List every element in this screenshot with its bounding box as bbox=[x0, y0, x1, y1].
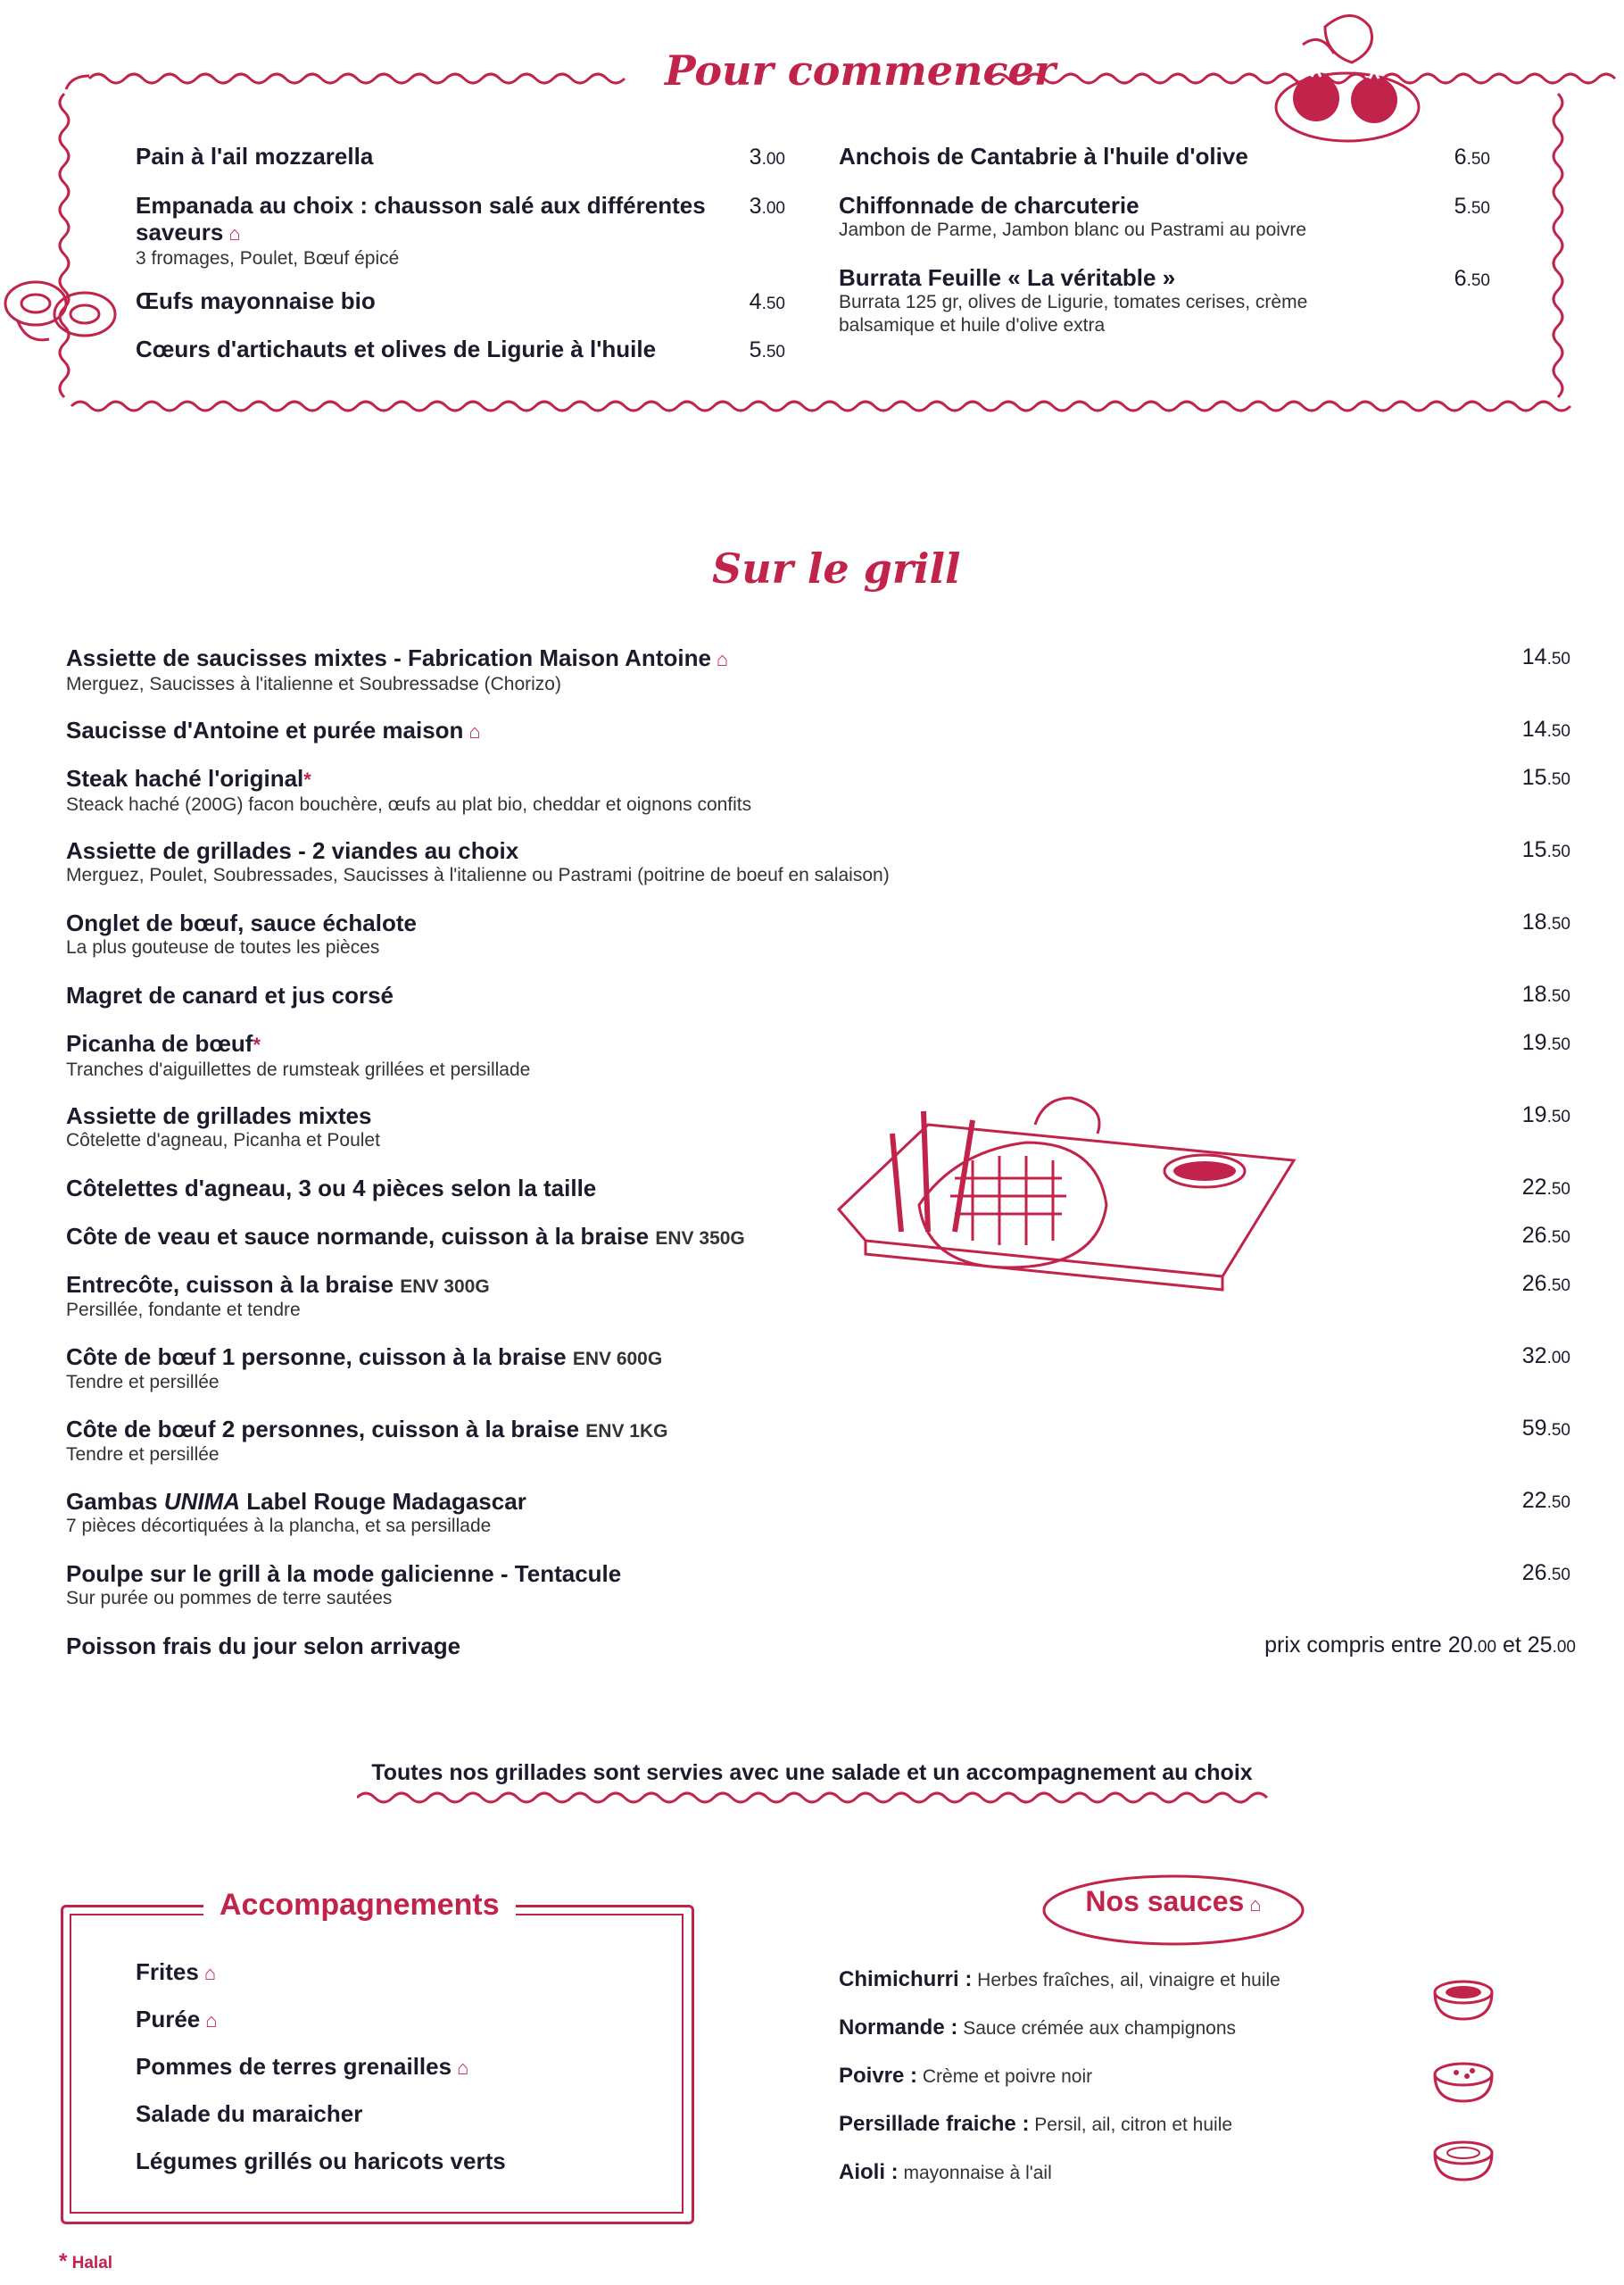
grill-item: Poisson frais du jour selon arrivage bbox=[66, 1633, 461, 1659]
grill-price: 19.50 bbox=[1521, 1102, 1570, 1127]
grill-item: Côte de bœuf 2 personnes, cuisson à la braise ENV 1KG Tendre et persillée bbox=[66, 1416, 668, 1465]
side-item: Pommes de terres grenailles ⌂ bbox=[136, 2053, 469, 2080]
grill-item: Assiette de grillades - 2 viandes au choix Merguez, Poulet, Soubressades, Saucisses à l'italienne ou Pastrami (poitrine de boeuf en salaison) bbox=[66, 837, 890, 885]
sauces-title: Nos sauces bbox=[1085, 1885, 1245, 1917]
starter-item: Cœurs d'artichauts et olives de Ligurie à l'huile bbox=[136, 336, 657, 362]
sauce-item: Poivre : Crème et poivre noir bbox=[839, 2064, 1093, 2088]
grill-price: 15.50 bbox=[1521, 765, 1570, 790]
grill-price: 26.50 bbox=[1521, 1223, 1570, 1248]
sides-list bbox=[136, 1958, 506, 2195]
grill-price: prix compris entre 20.00 et 25.00 bbox=[1264, 1633, 1576, 1658]
side-item: Salade du maraicher bbox=[136, 2100, 363, 2127]
grill-price: 18.50 bbox=[1521, 910, 1570, 935]
grill-item: Steak haché l'original* Steack haché (200G) facon bouchère, œufs au plat bio, cheddar et oignons confits bbox=[66, 765, 752, 815]
grill-item: Assiette de saucisses mixtes - Fabrication Maison Antoine ⌂ Merguez, Saucisses à l'italienne et Soubressadse (Chorizo) bbox=[66, 644, 729, 694]
grill-price: 59.50 bbox=[1521, 1416, 1570, 1441]
house-made-icon: ⌂ bbox=[457, 2056, 469, 2079]
house-made-icon: ⌂ bbox=[1249, 1893, 1262, 1915]
sauce-bowl-icon bbox=[1428, 2055, 1499, 2108]
grill-item: Poulpe sur le grill à la mode galicienne - Tentacule Sur purée ou pommes de terre sautées bbox=[66, 1560, 622, 1608]
side-item: Légumes grillés ou haricots verts bbox=[136, 2148, 506, 2174]
starter-item: Œufs mayonnaise bio bbox=[136, 287, 376, 314]
grill-item: Onglet de bœuf, sauce échalote La plus gouteuse de toutes les pièces bbox=[66, 910, 417, 958]
house-made-icon: ⌂ bbox=[228, 222, 241, 245]
note-underline bbox=[357, 1789, 1276, 1807]
grill-price: 32.00 bbox=[1521, 1343, 1570, 1368]
starter-price: 6.50 bbox=[1454, 266, 1490, 291]
grill-item: Côte de veau et sauce normande, cuisson à la braise ENV 350G bbox=[66, 1223, 745, 1250]
grill-item: Assiette de grillades mixtes Côtelette d'agneau, Picanha et Poulet bbox=[66, 1102, 380, 1151]
halal-star-icon: * bbox=[59, 2249, 68, 2273]
grill-price: 14.50 bbox=[1521, 644, 1570, 669]
grill-item: Gambas UNIMA Label Rouge Madagascar 7 pièces décortiquées à la plancha, et sa persillade bbox=[66, 1488, 526, 1536]
starter-price: 5.50 bbox=[749, 337, 785, 362]
house-made-icon: ⌂ bbox=[716, 648, 729, 670]
house-made-icon: ⌂ bbox=[203, 1962, 217, 1984]
house-made-icon: ⌂ bbox=[205, 2009, 218, 2032]
sauce-bowl-icon bbox=[1428, 2133, 1499, 2187]
sauce-item: Normande : Sauce crémée aux champignons bbox=[839, 2015, 1237, 2040]
grill-price: 22.50 bbox=[1521, 1175, 1570, 1200]
starter-item: Burrata Feuille « La véritable » Burrata 125 gr, olives de Ligurie, tomates cerises, crème balsamique et huile d'olive extra bbox=[839, 264, 1308, 336]
starter-item: Chiffonnade de charcuterie Jambon de Parme, Jambon blanc ou Pastrami au poivre bbox=[839, 192, 1307, 240]
grill-price: 19.50 bbox=[1521, 1030, 1570, 1055]
sauce-item: Persillade fraiche : Persil, ail, citron et huile bbox=[839, 2112, 1233, 2136]
sides-title-wrap bbox=[203, 1888, 516, 1923]
starter-price: 6.50 bbox=[1454, 145, 1490, 170]
grill-item: Côte de bœuf 1 personne, cuisson à la braise ENV 600G Tendre et persillée bbox=[66, 1343, 663, 1392]
halal-legend: * Halal bbox=[59, 2249, 113, 2273]
grill-item: Entrecôte, cuisson à la braise ENV 300G Persillée, fondante et tendre bbox=[66, 1271, 490, 1320]
side-item: Purée ⌂ bbox=[136, 2006, 218, 2032]
sides-title: Accompagnements bbox=[220, 1888, 500, 1922]
starter-item: Empanada au choix : chausson salé aux différentes saveurs ⌂ 3 fromages, Poulet, Bœuf épicé bbox=[136, 192, 706, 269]
starter-price: 3.00 bbox=[749, 194, 785, 219]
sauces-list bbox=[839, 1967, 1280, 2208]
tomato-illustration bbox=[1249, 0, 1428, 152]
grill-item: Magret de canard et jus corsé bbox=[66, 982, 394, 1009]
side-item: Frites ⌂ bbox=[136, 1958, 217, 1985]
sauce-bowl-icon bbox=[1428, 1973, 1499, 2026]
grill-price: 26.50 bbox=[1521, 1560, 1570, 1585]
grill-note: Toutes nos grillades sont servies avec une salade et un accompagnement au choix bbox=[371, 1760, 1253, 1785]
grill-board-illustration bbox=[830, 1089, 1312, 1330]
grill-item: Picanha de bœuf* Tranches d'aiguillettes de rumsteak grillées et persillade bbox=[66, 1030, 531, 1080]
sauce-item: Chimichurri : Herbes fraîches, ail, vinaigre et huile bbox=[839, 1967, 1280, 1991]
grill-price: 22.50 bbox=[1521, 1488, 1570, 1513]
grill-price: 26.50 bbox=[1521, 1271, 1570, 1296]
sauce-item: Aioli : mayonnaise à l'ail bbox=[839, 2160, 1052, 2184]
starter-price: 3.00 bbox=[749, 145, 785, 170]
starter-price: 4.50 bbox=[749, 289, 785, 314]
mushroom-illustration bbox=[0, 268, 125, 357]
grill-price: 15.50 bbox=[1521, 837, 1570, 862]
grill-price: 14.50 bbox=[1521, 717, 1570, 742]
sauces-title-wrap bbox=[1040, 1885, 1307, 1918]
house-made-icon: ⌂ bbox=[468, 720, 481, 743]
grill-title: Sur le grill bbox=[712, 544, 961, 593]
halal-star-icon: * bbox=[253, 1034, 261, 1056]
starter-price: 5.50 bbox=[1454, 194, 1490, 219]
starter-item: Anchois de Cantabrie à l'huile d'olive bbox=[839, 143, 1248, 170]
halal-star-icon: * bbox=[303, 769, 311, 791]
starters-title: Pour commencer bbox=[665, 46, 1056, 95]
grill-item: Côtelettes d'agneau, 3 ou 4 pièces selon la taille bbox=[66, 1175, 597, 1201]
grill-item: Saucisse d'Antoine et purée maison ⌂ bbox=[66, 717, 481, 744]
starter-item: Pain à l'ail mozzarella bbox=[136, 143, 374, 170]
grill-price: 18.50 bbox=[1521, 982, 1570, 1007]
